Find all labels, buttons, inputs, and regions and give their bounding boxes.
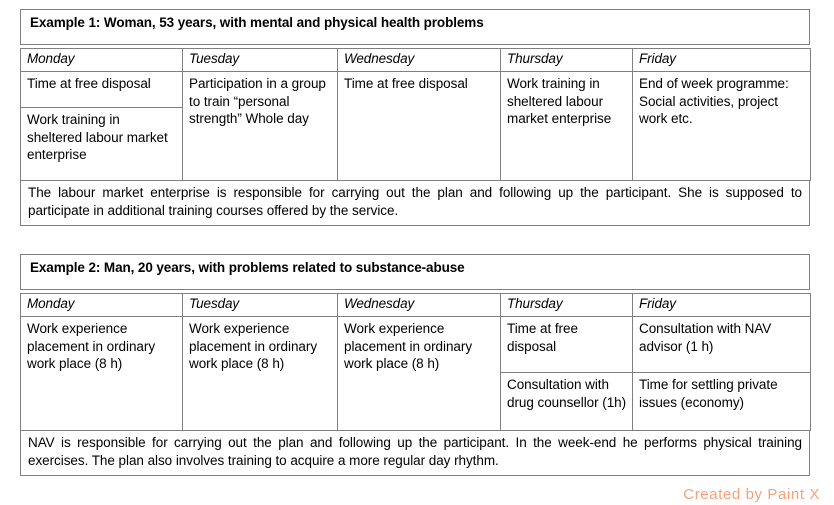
table-header-row — [21, 294, 811, 317]
example-1-footnote-box — [20, 181, 810, 226]
day-header-tuesday: Tuesday — [183, 294, 338, 317]
table-header-row — [21, 49, 811, 72]
example-2-block — [20, 254, 810, 476]
example-2-week-table — [20, 293, 811, 431]
cell-friday: End of week programme: Social activities, project work etc. — [633, 72, 811, 181]
example-1-footnote: The labour market enterprise is responsible for carrying out the plan and following up the participant. She is supposed to participate in additional training courses offered by the service. — [28, 185, 802, 218]
day-header-monday: Monday — [21, 294, 183, 317]
example-2-title-box — [20, 254, 810, 290]
cell-thursday-part-1: Time at free disposal — [501, 317, 632, 373]
day-header-wednesday: Wednesday — [338, 294, 501, 317]
cell-wednesday: Time at free disposal — [338, 72, 501, 181]
example-1-title-box — [20, 9, 810, 45]
cell-tuesday: Participation in a group to train “personal strength” Whole day — [183, 72, 338, 181]
example-1-title: Example 1: Woman, 53 years, with mental and physical health problems — [30, 15, 484, 30]
cell-monday-part-1: Time at free disposal — [21, 72, 182, 108]
day-header-thursday: Thursday — [501, 49, 633, 72]
cell-monday — [21, 72, 183, 181]
day-header-thursday: Thursday — [501, 294, 633, 317]
example-2-footnote: NAV is responsible for carrying out the plan and following up the participant. In the week-end he performs physical training exercises. The plan also involves training to acquire a more regular day rhythm. — [28, 435, 802, 468]
example-2-title: Example 2: Man, 20 years, with problems related to substance-abuse — [30, 260, 465, 275]
day-header-friday: Friday — [633, 49, 811, 72]
cell-monday: Work experience placement in ordinary work place (8 h) — [21, 317, 183, 431]
cell-thursday — [501, 317, 633, 431]
cell-friday-part-1: Consultation with NAV advisor (1 h) — [633, 317, 810, 373]
cell-friday — [633, 317, 811, 431]
cell-wednesday: Work experience placement in ordinary work place (8 h) — [338, 317, 501, 431]
example-1-block — [20, 9, 810, 226]
day-header-monday: Monday — [21, 49, 183, 72]
paint-x-watermark: Created by Paint X — [683, 486, 820, 503]
day-header-wednesday: Wednesday — [338, 49, 501, 72]
example-1-week-table — [20, 48, 811, 181]
cell-friday-part-2: Time for settling private issues (economy) — [639, 377, 778, 410]
day-header-tuesday: Tuesday — [183, 49, 338, 72]
table-row — [21, 317, 811, 431]
cell-thursday-part-2: Consultation with drug counsellor (1h) — [507, 377, 627, 410]
cell-thursday: Work training in sheltered labour market enterprise — [501, 72, 633, 181]
example-2-footnote-box — [20, 431, 810, 476]
table-row — [21, 72, 811, 181]
cell-monday-part-2: Work training in sheltered labour market enterprise — [27, 112, 168, 162]
cell-tuesday: Work experience placement in ordinary work place (8 h) — [183, 317, 338, 431]
day-header-friday: Friday — [633, 294, 811, 317]
